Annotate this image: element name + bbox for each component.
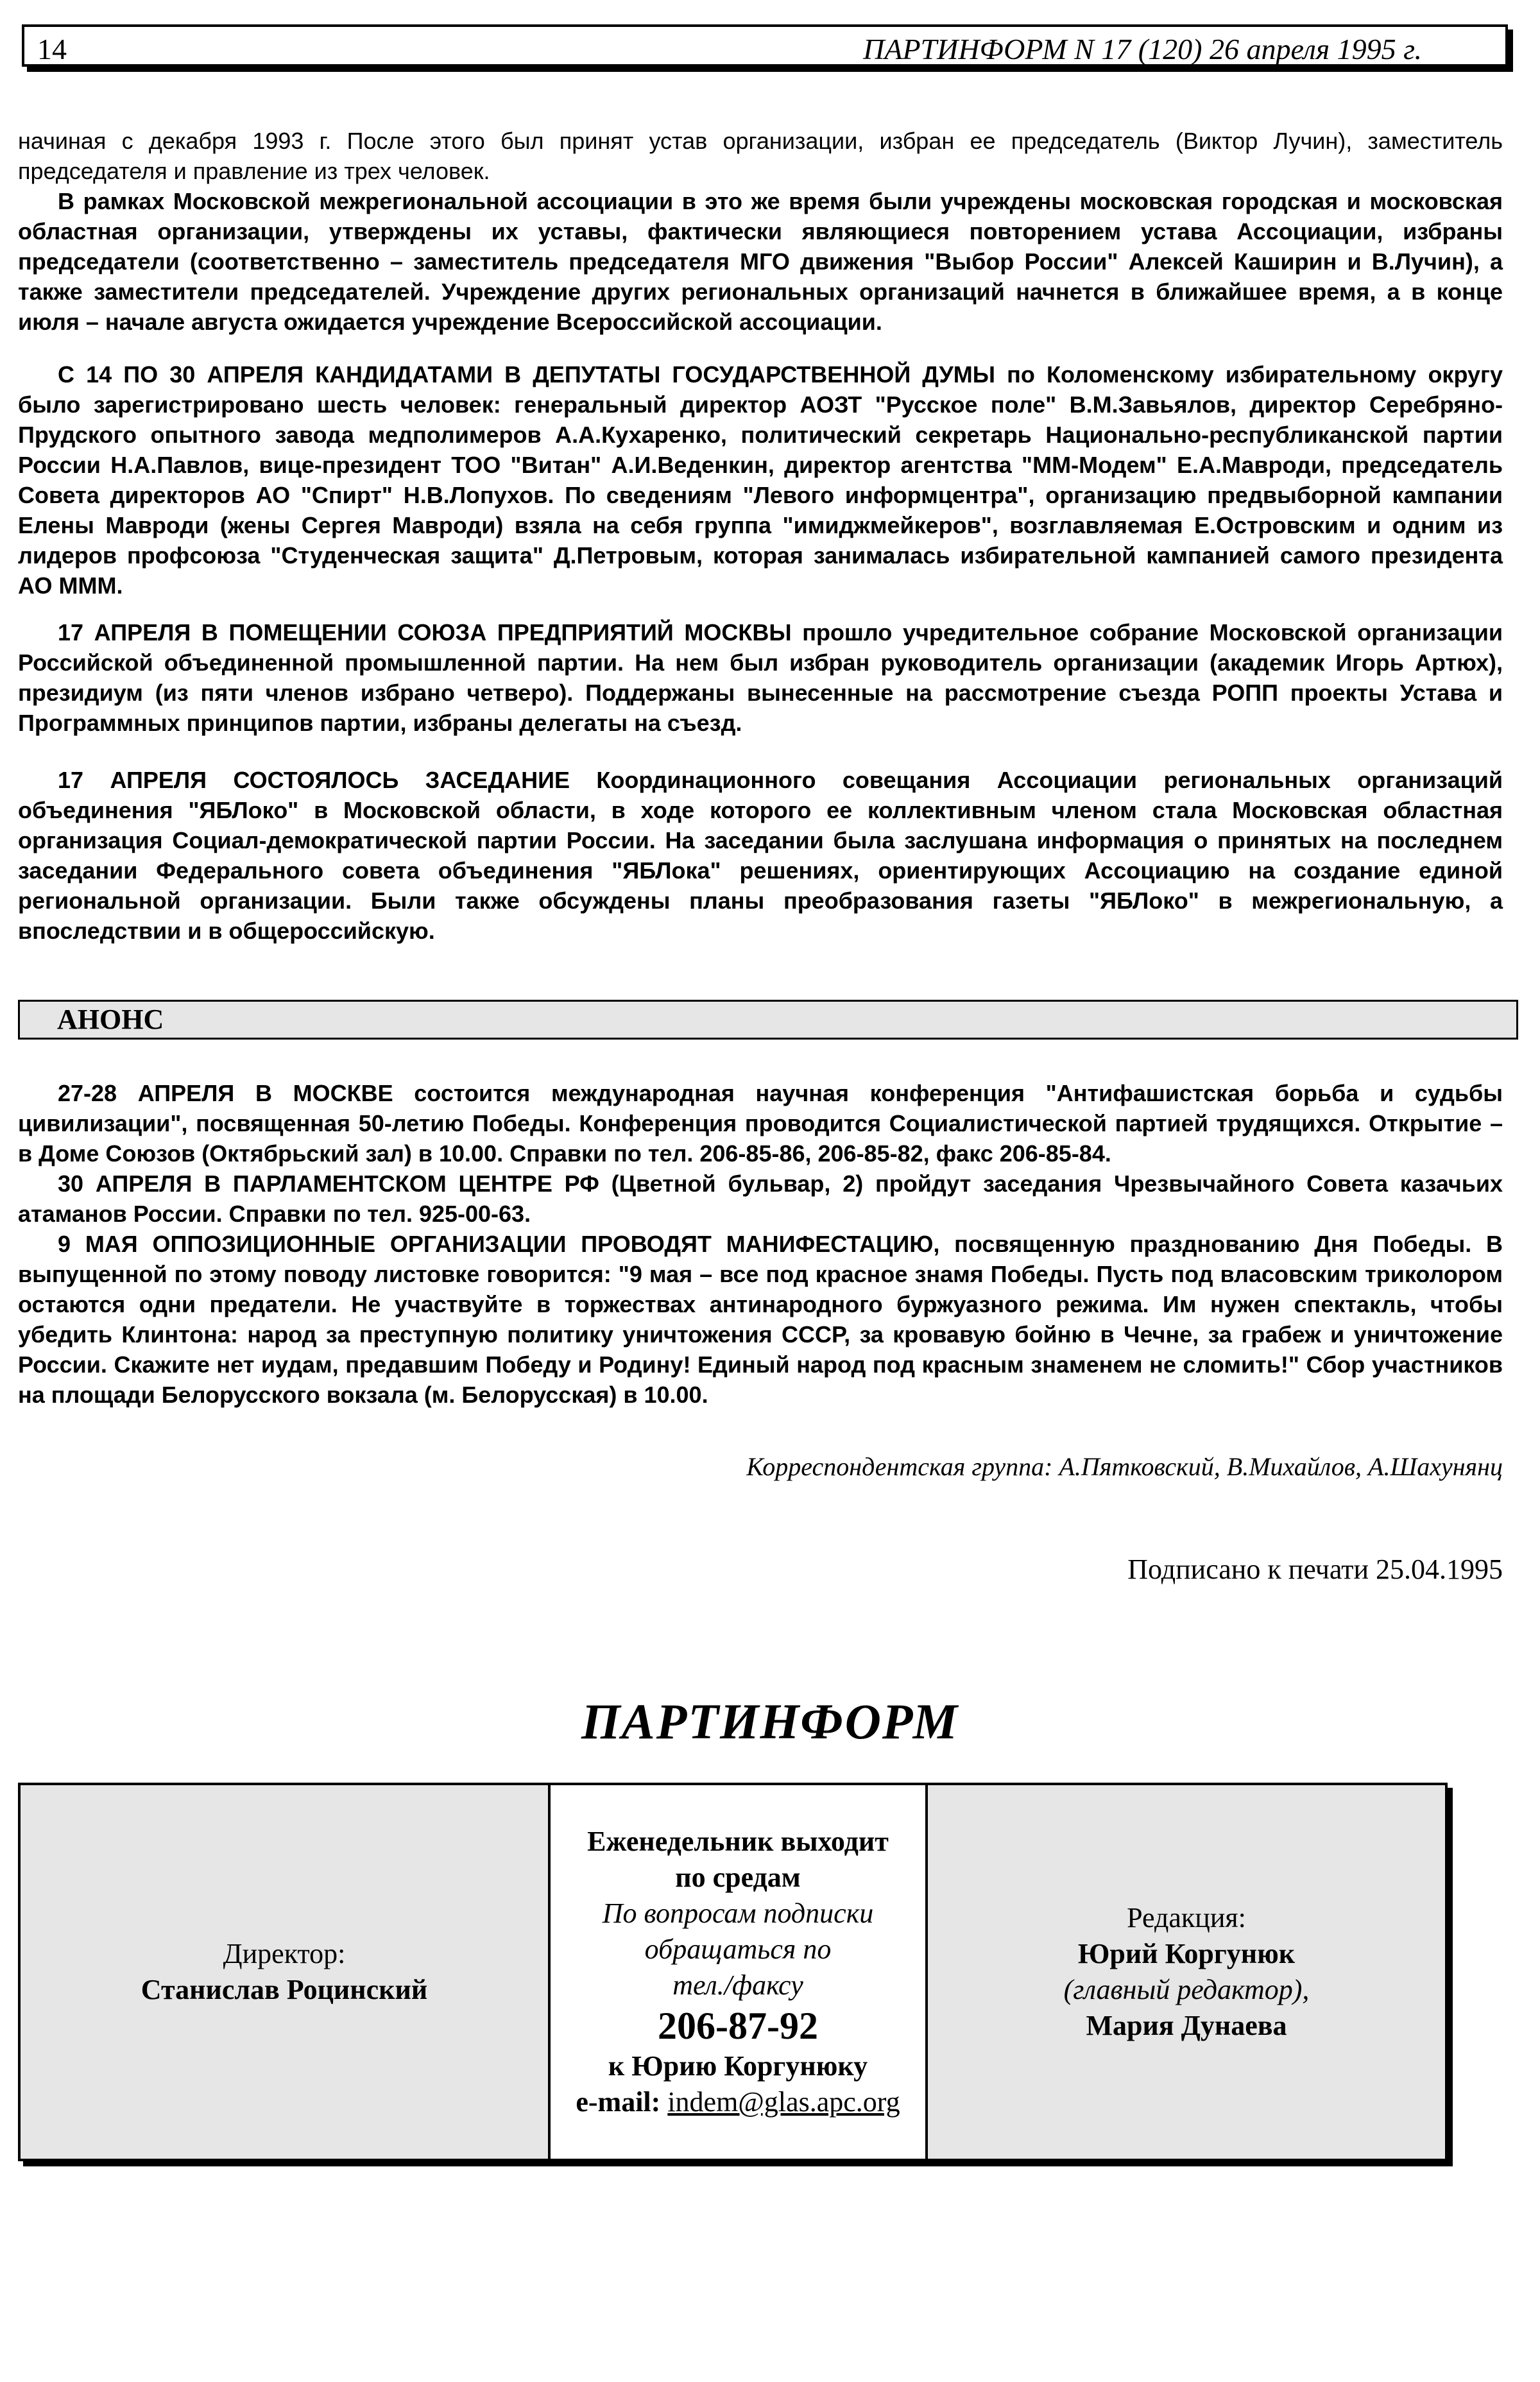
article-block-3 [18, 617, 1503, 738]
article-block-2 [18, 359, 1503, 601]
director-label: Директор: [223, 1938, 346, 1969]
article-block-1 [18, 126, 1503, 337]
announcement-1-text: состоится международная научная конференция "Антифашистская борьба и судьбы цивилизации", посвященная 50-летию Победы. Конференция проводится Социалистической партией трудящихся. Открытие – в Доме Союзов (Октябрьский зал) в 10.00. Справки по тел. 206-85-86, 206-85-82, факс 206-85-84. [18, 1080, 1503, 1167]
director-column [21, 1785, 548, 2159]
weekly-line-1: Еженедельник выходит [587, 1826, 889, 1857]
phone-number: 206-87-92 [658, 2005, 818, 2047]
email-link[interactable]: indem@glas.apc.org [667, 2086, 900, 2118]
paragraph-5-lead: 17 АПРЕЛЯ СОСТОЯЛОСЬ ЗАСЕДАНИЕ [58, 767, 570, 793]
announcement-2-lead: 30 АПРЕЛЯ В ПАРЛАМЕНТСКОМ ЦЕНТРЕ РФ [58, 1170, 599, 1197]
paragraph-5 [18, 765, 1503, 946]
subscription-line-1: По вопросам подписки [602, 1898, 874, 1929]
paragraph-3-text: по Коломенскому избирательному округу было зарегистрировано шесть человек: генеральный директор АОЗТ "Русское поле" В.М.Завьялов, директор Серебряно-Прудского опытного завода медполимеров А.А.Кухаренко, политический секретарь Национально-республиканской партии России Н.А.Павлов, вице-президент ТОО "Витан" А.И.Веденкин, директор агентства "ММ-Модем" Е.А.Мавроди, председатель Совета директоров АО "Спирт" Н.В.Лопухов. По сведениям "Левого информцентра", организацию предвыборной кампании Елены Мавроди (жены Сергея Мавроди) взяла на себя группа "имиджмейкеров", возглавляемая Е.Островским и одним из лидеров профсоюза "Студенческая защита" Д.Петровым, которая занималась избирательной кампанией самого президента АО МММ. [18, 361, 1503, 599]
paragraph-4-text: прошло учредительное собрание Московской организации Российской объединенной промышленной партии. На нем был избран руководитель организации (академик Игорь Артюх), президиум (из пяти членов избрано четверо). Поддержаны вынесенные на рассмотрение съезда РОПП проекты Устава и Программных принципов партии, избраны делегаты на съезд. [18, 619, 1503, 736]
paragraph-5-text: Координационного совещания Ассоциации региональных организаций объединения "ЯБЛоко" в Московской области, в ходе которого ее коллективным членом стала Московская областная организация Социал-демократической партии России. На заседании была заслушана информация о принятых на последнем заседании Федерального совета объединения "ЯБЛока" решениях, ориентирующих Ассоциацию на создание единой региональной организации. Были также обсуждены планы преобразования газеты "ЯБЛоко" в межрегиональную, а впоследствии и в общероссийскую. [18, 767, 1503, 944]
contact-person: к Юрию Коргунюку [608, 2050, 868, 2082]
subscription-line-3: тел./факсу [672, 1969, 803, 2001]
issue-line: ПАРТИНФОРМ N 17 (120) 26 апреля 1995 г. [863, 33, 1422, 65]
director-name: Станислав Роцинский [141, 1974, 428, 2005]
announcement-1-lead: 27-28 АПРЕЛЯ В МОСКВЕ [58, 1080, 393, 1106]
announcement-2-text: (Цветной бульвар, 2) пройдут заседания Чрезвычайного Совета казачьих атаманов России. Справки по тел. 925-00-63. [18, 1170, 1503, 1227]
editor-name: Юрий Коргунюк [1077, 1938, 1296, 1969]
editor-role: (главный редактор), [1063, 1974, 1310, 2005]
weekly-line-2: по средам [675, 1862, 801, 1893]
signed-date: Подписано к печати 25.04.1995 [1127, 1554, 1503, 1585]
email-label: e-mail: [576, 2086, 661, 2118]
masthead-title: ПАРТИНФОРМ [581, 1693, 959, 1749]
announcement-2 [18, 1169, 1503, 1229]
paragraph-4-lead: 17 АПРЕЛЯ В ПОМЕЩЕНИИ СОЮЗА ПРЕДПРИЯТИЙ МОСКВЫ [58, 619, 792, 646]
subscription-column [548, 1785, 928, 2159]
paragraph-3-lead: С 14 ПО 30 АПРЕЛЯ КАНДИДАТАМИ В ДЕПУТАТЫ ГОСУДАРСТВЕННОЙ ДУМЫ [58, 361, 996, 388]
announcement-1 [18, 1078, 1503, 1169]
editorial-label: Редакция: [1127, 1902, 1246, 1933]
paragraph-4 [18, 617, 1503, 738]
announcement-3 [18, 1229, 1503, 1410]
imprint-box [18, 1783, 1448, 2161]
correspondents-line: Корреспондентская группа: А.Пятковский, В.Михайлов, А.Шахунянц [746, 1452, 1503, 1481]
announcement-block [18, 1078, 1503, 1410]
page-header [22, 24, 1508, 67]
article-block-4 [18, 765, 1503, 946]
email-row [576, 2084, 900, 2120]
announcement-3-text: посвященную празднованию Дня Победы. В выпущенной по этому поводу листовке говорится: "9 мая – все под красное знамя Победы. Пусть под власовским триколором остаются одни предатели. Не участвуйте в торжествах антинародного буржуазного режима. Им нужен спектакль, чтобы убедить Клинтона: народ за преступную политику уничтожения СССР, за кровавую бойню в Чечне, за грабеж и уничтожение России. Скажите нет иудам, предавшим Победу и Родину! Единый народ под красным знаменем не сломить!" Сбор участников на площади Белорусского вокзала (м. Белорусская) в 10.00. [18, 1231, 1503, 1408]
announcement-heading: АНОНС [18, 1000, 1518, 1040]
paragraph-2: В рамках Московской межрегиональной ассоциации в это же время были учреждены московская городская и московская областная организации, утверждены их уставы, фактически являющиеся повторением устава Ассоциации, избраны председатели (соответственно – заместитель председателя МГО движения "Выбор России" Алексей Каширин и В.Лучин), а также заместители председателей. Учреждение других региональных организаций начнется в ближайшее время, а в конце июля – начале августа ожидается учреждение Всероссийской ассоциации. [18, 188, 1503, 335]
subscription-line-2: обращаться по [644, 1933, 832, 1965]
editorial-column [928, 1785, 1445, 2159]
page-number: 14 [37, 33, 67, 65]
paragraph-3 [18, 359, 1503, 601]
announcement-3-lead: 9 МАЯ ОППОЗИЦИОННЫЕ ОРГАНИЗАЦИИ ПРОВОДЯТ МАНИФЕСТАЦИЮ, [58, 1231, 940, 1257]
paragraph-1: начиная с декабря 1993 г. После этого был принят устав организации, избран ее председатель (Виктор Лучин), заместитель председателя и правление из трех человек. [18, 128, 1503, 184]
editor-2-name: Мария Дунаева [1086, 2010, 1287, 2041]
